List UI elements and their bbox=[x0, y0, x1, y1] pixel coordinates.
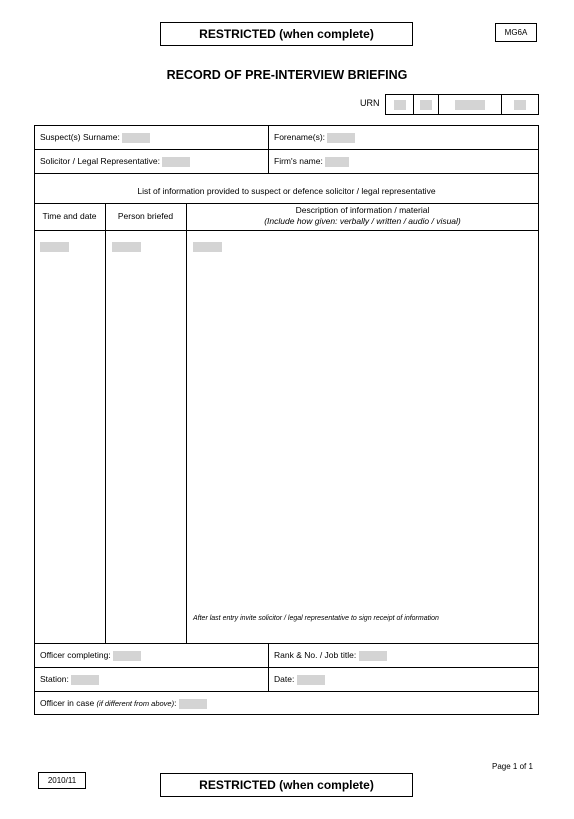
description-entry-field[interactable] bbox=[193, 242, 222, 252]
firm-name-row bbox=[274, 156, 349, 167]
col-description-line1: Description of information / material bbox=[295, 205, 430, 215]
urn-label: URN bbox=[360, 98, 380, 108]
col-time-date: Time and date bbox=[42, 211, 97, 221]
firm-name-field[interactable] bbox=[325, 157, 349, 167]
restricted-banner-top: RESTRICTED (when complete) bbox=[160, 22, 413, 46]
col-person-briefed: Person briefed bbox=[117, 211, 174, 221]
person-briefed-entry-field[interactable] bbox=[112, 242, 141, 252]
list-heading: List of information provided to suspect or defence solicitor / legal representative bbox=[137, 186, 436, 196]
suspect-surname-field[interactable] bbox=[122, 133, 150, 143]
rank-row bbox=[274, 650, 387, 661]
solicitor-row bbox=[40, 156, 190, 167]
col-description-line2: (Include how given: verbally / written / audio / visual) bbox=[264, 216, 461, 226]
station-label: Station: bbox=[40, 674, 69, 684]
forename-field[interactable] bbox=[327, 133, 355, 143]
officer-completing-field[interactable] bbox=[113, 651, 141, 661]
rank-field[interactable] bbox=[359, 651, 387, 661]
officer-completing-label: Officer completing: bbox=[40, 650, 111, 660]
solicitor-field[interactable] bbox=[162, 157, 190, 167]
solicitor-label: Solicitor / Legal Representative: bbox=[40, 156, 161, 166]
officer-in-case-label: Officer in case bbox=[40, 698, 95, 708]
forename-label: Forename(s): bbox=[274, 132, 326, 142]
signature-note: After last entry invite solicitor / legal representative to sign receipt of information bbox=[193, 615, 439, 622]
page-info: Page 1 of 1 bbox=[492, 762, 533, 771]
time-date-entry-field[interactable] bbox=[40, 242, 69, 252]
officer-in-case-colon: : bbox=[174, 698, 177, 708]
station-row bbox=[40, 674, 99, 685]
officer-in-case-row bbox=[40, 698, 207, 709]
form-code: MG6A bbox=[495, 23, 537, 42]
restricted-banner-bottom: RESTRICTED (when complete) bbox=[160, 773, 413, 797]
form-version: 2010/11 bbox=[38, 772, 86, 789]
rank-label: Rank & No. / Job title: bbox=[274, 650, 357, 660]
page-title: RECORD OF PRE-INTERVIEW BRIEFING bbox=[166, 68, 408, 82]
date-row bbox=[274, 674, 325, 685]
suspect-surname-row bbox=[40, 132, 150, 143]
suspect-surname-label: Suspect(s) Surname: bbox=[40, 132, 120, 142]
station-field[interactable] bbox=[71, 675, 99, 685]
firm-name-label: Firm's name: bbox=[274, 156, 323, 166]
date-field[interactable] bbox=[297, 675, 325, 685]
officer-in-case-field[interactable] bbox=[179, 699, 207, 709]
officer-in-case-note: (if different from above) bbox=[96, 699, 175, 708]
forename-row bbox=[274, 132, 355, 143]
officer-completing-row bbox=[40, 650, 141, 661]
date-label: Date: bbox=[274, 674, 295, 684]
